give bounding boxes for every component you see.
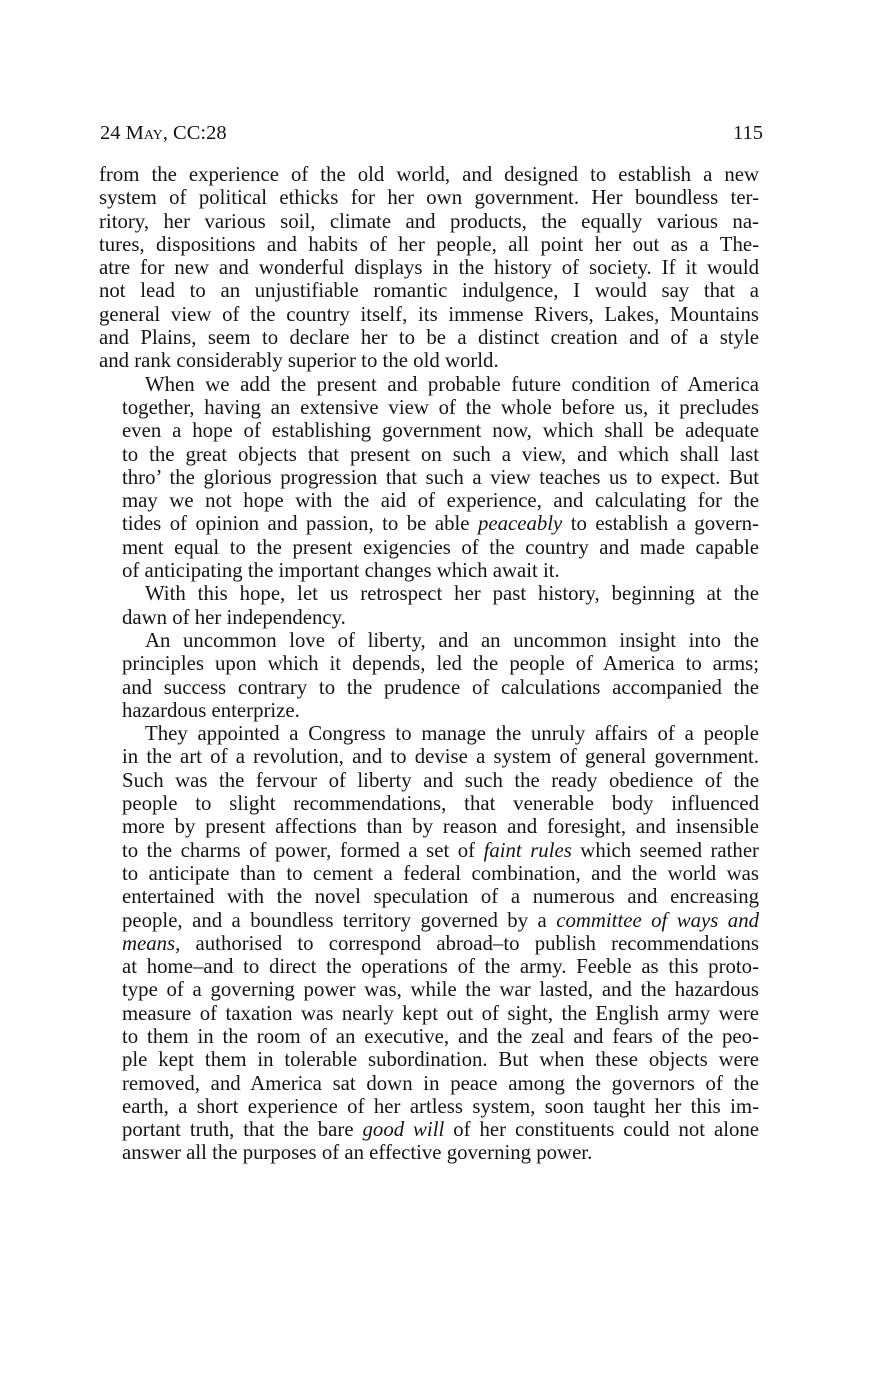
text-line: tures, dispositions and habits of her people, all point her out as a The- [99, 232, 759, 256]
running-head-day: 24 [100, 122, 126, 144]
text-line: thro’ the glorious progression that such a view teaches us to expect. But [122, 465, 759, 489]
text-line: at home–and to direct the operations of the army. Feeble as this proto- [122, 955, 759, 979]
text-line: Such was the fervour of liberty and such the ready obedience of the [122, 768, 759, 792]
italic-text: means, [122, 931, 181, 955]
text-line: dawn of her independency. [122, 605, 346, 629]
paragraph-2 [99, 373, 759, 583]
text-line: ple kept them in tolerable subordination. But when these objects were [122, 1048, 759, 1072]
text-line: and success contrary to the prudence of calculations accompanied the [122, 675, 759, 699]
running-head [100, 118, 763, 148]
text-run: portant truth, that the bare [122, 1118, 363, 1142]
text-line: to anticipate than to cement a federal combination, and the world was [122, 861, 759, 885]
text-run: authorised to correspond abroad–to publish recommendations [180, 931, 759, 955]
text-line: They appointed a Congress to manage the unruly affairs of a people [145, 722, 759, 746]
text-line: and rank considerably superior to the old world. [99, 349, 499, 373]
italic-text: good will [362, 1118, 445, 1142]
text-line: principles upon which it depends, led the people of America to arms; [122, 652, 759, 676]
text-line: to them in the room of an executive, and the zeal and fears of the peo- [122, 1024, 759, 1048]
text-line: measure of taxation was nearly kept out of sight, the English army were [122, 1001, 759, 1025]
text-line: entertained with the novel speculation of a numerous and encreasing [122, 885, 759, 909]
page-number: 115 [733, 122, 763, 144]
text-line [99, 512, 759, 535]
text-line: in the art of a revolution, and to devise a system of general government. [122, 745, 759, 769]
paragraph-1 [99, 163, 759, 373]
text-line: may we not hope with the aid of experience, and calculating for the [122, 489, 759, 513]
text-run: of her constituents could not alone [444, 1118, 760, 1142]
text-line [99, 932, 759, 955]
text-line: answer all the purposes of an effective governing power. [122, 1141, 593, 1165]
text-line: type of a governing power was, while the war lasted, and the hazardous [122, 978, 759, 1002]
text-line: earth, a short experience of her artless system, soon taught her this im- [122, 1094, 759, 1118]
text-run: people, and a boundless territory governed by a [122, 908, 557, 932]
text-run: tides of opinion and passion, to be able [122, 512, 478, 536]
text-line: of anticipating the important changes which await it. [122, 559, 560, 583]
text-line: ritory, her various soil, climate and products, the equally various na- [99, 209, 759, 233]
running-head-document-id: , CC:28 [162, 122, 227, 144]
text-line: atre for new and wonderful displays in the history of society. If it would [99, 256, 759, 280]
text-line: people to slight recommendations, that venerable body influenced [122, 792, 759, 816]
text-line: more by present affections than by reason and foresight, and insensible [122, 815, 759, 839]
body-text [99, 163, 759, 1165]
text-line: general view of the country itself, its immense Rivers, Lakes, Mountains [99, 302, 759, 326]
paragraph-5 [99, 722, 759, 1165]
text-line: When we add the present and probable future condition of America [145, 372, 759, 396]
italic-text: faint rules [483, 838, 572, 862]
running-head-month: May [125, 122, 163, 144]
text-line: together, having an extensive view of the whole before us, it precludes [122, 395, 759, 419]
text-line: and Plains, seem to declare her to be a distinct creation and of a style [99, 326, 759, 350]
text-line: hazardous enterprize. [122, 698, 300, 722]
text-line: even a hope of establishing government now, which shall be adequate [122, 419, 759, 443]
text-line: With this hope, let us retrospect her past history, beginning at the [145, 582, 759, 606]
text-line: system of political ethicks for her own government. Her boundless ter- [99, 186, 759, 210]
italic-text: peaceably [477, 512, 563, 536]
text-line: ment equal to the present exigencies of the country and made capable [122, 535, 759, 559]
paragraph-4 [99, 629, 759, 722]
text-line: removed, and America sat down in peace among the governors of the [122, 1071, 759, 1095]
italic-text: committee of ways and [556, 908, 759, 932]
text-line [99, 1118, 759, 1141]
paragraph-3 [99, 582, 759, 629]
text-line [99, 909, 759, 932]
running-head-citation [100, 118, 227, 148]
text-line [99, 839, 759, 862]
text-line: to the great objects that present on such a view, and which shall last [122, 442, 759, 466]
text-line: not lead to an unjustifiable romantic indulgence, I would say that a [99, 279, 759, 303]
text-run: to establish a govern- [562, 512, 759, 536]
text-run: to the charms of power, formed a set of [122, 838, 484, 862]
text-line: from the experience of the old world, and designed to establish a new [99, 163, 759, 186]
text-line: An uncommon love of liberty, and an uncommon insight into the [145, 628, 759, 652]
text-run: which seemed rather [571, 838, 759, 862]
